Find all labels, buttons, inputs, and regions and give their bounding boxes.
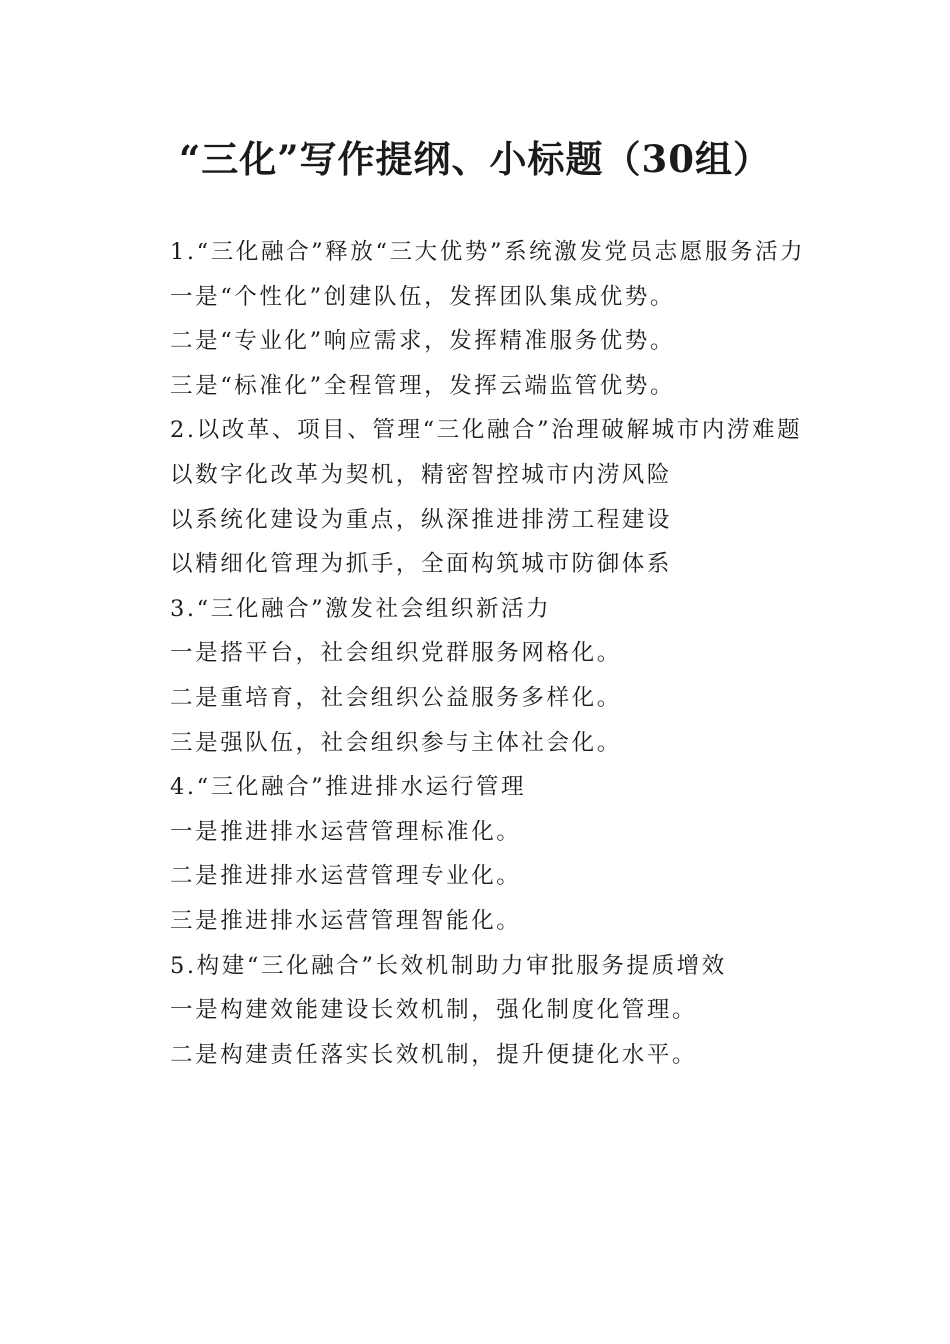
paragraph: 一是搭平台，社会组织党群服务网格化。 [170,640,622,667]
paragraph: 二是“专业化”响应需求，发挥精准服务优势。 [170,328,676,355]
paragraph: 二是构建责任落实长效机制，提升便捷化水平。 [170,1041,698,1068]
paragraph: 5.构建“三化融合”长效机制助力审批服务提质增效 [170,952,727,979]
paragraph: 以系统化建设为重点，纵深推进排涝工程建设 [170,506,673,533]
paragraph: 2.以改革、项目、管理“三化融合”治理破解城市内涝难题 [170,417,803,444]
paragraph: 1.“三化融合”释放“三大优势”系统激发党员志愿服务活力 [170,239,806,265]
paragraph: 三是强队伍，社会组织参与主体社会化。 [170,729,622,756]
paragraph: 3.“三化融合”激发社会组织新活力 [170,595,552,622]
paragraph: 三是“标准化”全程管理，发挥云端监管优势。 [170,372,676,399]
paragraph: 以精细化管理为抓手，全面构筑城市防御体系 [170,551,673,578]
document-title: “三化”写作提纲、小标题（30组） [178,137,772,181]
paragraph: 二是重培育，社会组织公益服务多样化。 [170,684,622,711]
paragraph: 一是推进排水运营管理标准化。 [170,818,522,845]
paragraph: 三是推进排水运营管理智能化。 [170,907,522,934]
document-body [120,230,830,1077]
paragraph: 一是“个性化”创建队伍，发挥团队集成优势。 [170,283,676,310]
paragraph: 4.“三化融合”推进排水运行管理 [170,774,527,801]
paragraph: 以数字化改革为契机，精密智控城市内涝风险 [170,461,673,488]
paragraph: 一是构建效能建设长效机制，强化制度化管理。 [170,997,698,1024]
paragraph: 二是推进排水运营管理专业化。 [170,863,522,890]
